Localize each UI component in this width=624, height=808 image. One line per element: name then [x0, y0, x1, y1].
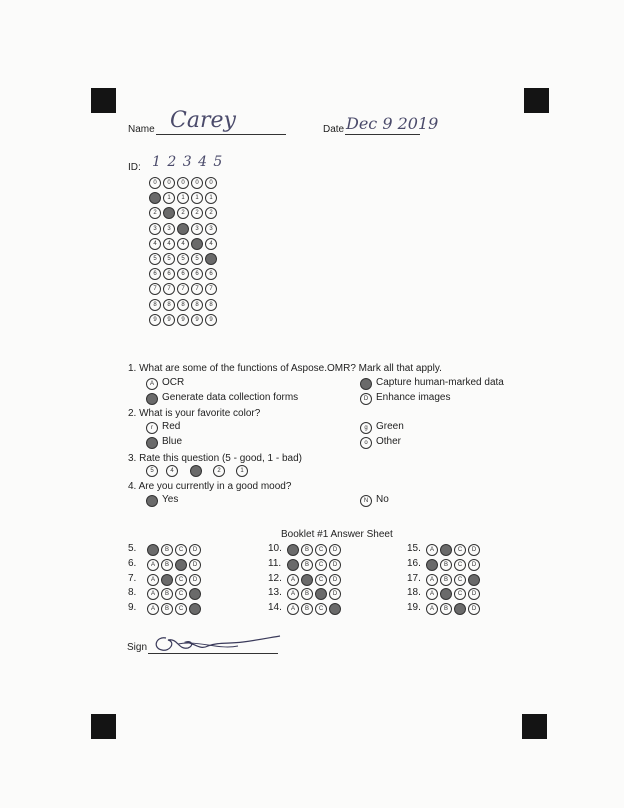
- id-bubble[interactable]: 8: [191, 299, 203, 311]
- id-bubble[interactable]: 5: [177, 253, 189, 265]
- id-bubble[interactable]: 9: [191, 314, 203, 326]
- answer-option-bubble[interactable]: 5: [146, 465, 158, 477]
- booklet-answer-bubble[interactable]: A: [147, 559, 159, 571]
- answer-option-label: Red: [162, 421, 181, 432]
- answer-option-label: Other: [376, 436, 402, 447]
- id-bubble[interactable]: 7: [191, 283, 203, 295]
- id-bubble[interactable]: 0: [205, 177, 217, 189]
- question-text: 1. What are some of the functions of Aspose.OMR? Mark all that apply.: [128, 363, 442, 374]
- booklet-answer-bubble[interactable]: D: [329, 559, 341, 571]
- id-bubble[interactable]: 1: [205, 192, 217, 204]
- id-bubble[interactable]: 4: [191, 238, 203, 250]
- answer-option-bubble[interactable]: A: [146, 378, 158, 390]
- booklet-answer-bubble[interactable]: A: [147, 574, 159, 586]
- booklet-answer-bubble[interactable]: A: [147, 588, 159, 600]
- booklet-answer-bubble[interactable]: C: [454, 603, 466, 615]
- signature-scribble: [148, 630, 283, 658]
- booklet-answer-bubble[interactable]: D: [189, 588, 201, 600]
- id-bubble[interactable]: 3: [191, 223, 203, 235]
- id-bubble[interactable]: 6: [149, 268, 161, 280]
- booklet-question-number: 15.: [407, 543, 421, 554]
- answer-option-bubble[interactable]: C: [360, 378, 372, 390]
- booklet-answer-bubble[interactable]: C: [175, 559, 187, 571]
- booklet-answer-bubble[interactable]: A: [426, 588, 438, 600]
- booklet-question-number: 18.: [407, 587, 421, 599]
- booklet-answer-bubble[interactable]: B: [161, 588, 173, 600]
- id-bubble[interactable]: 0: [149, 177, 161, 189]
- booklet-answer-bubble[interactable]: D: [329, 603, 341, 615]
- booklet-answer-bubble[interactable]: A: [287, 559, 299, 571]
- answer-option-bubble[interactable]: B: [146, 393, 158, 405]
- booklet-question-number: 17.: [407, 572, 421, 584]
- id-bubble[interactable]: 9: [149, 314, 161, 326]
- id-bubble[interactable]: 7: [149, 283, 161, 295]
- id-bubble[interactable]: 6: [191, 268, 203, 280]
- booklet-question-number: 19.: [407, 602, 421, 614]
- booklet-answer-bubble[interactable]: A: [426, 559, 438, 571]
- booklet-answer-bubble[interactable]: D: [189, 559, 201, 571]
- id-bubble[interactable]: 7: [163, 283, 175, 295]
- booklet-question-number: 11.: [268, 557, 282, 569]
- booklet-answer-bubble[interactable]: C: [315, 559, 327, 571]
- answer-option-bubble[interactable]: g: [360, 422, 372, 434]
- id-bubble[interactable]: 2: [163, 207, 175, 219]
- booklet-answer-bubble[interactable]: B: [301, 603, 313, 615]
- booklet-question-number: 10.: [268, 543, 282, 554]
- id-bubble[interactable]: 3: [163, 223, 175, 235]
- booklet-answer-bubble[interactable]: A: [426, 544, 438, 556]
- booklet-answer-bubble[interactable]: B: [301, 559, 313, 571]
- booklet-question-number: 7.: [128, 572, 137, 584]
- booklet-answer-bubble[interactable]: B: [161, 574, 173, 586]
- answer-option-bubble[interactable]: 1: [236, 465, 248, 477]
- booklet-answer-bubble[interactable]: D: [468, 603, 480, 615]
- booklet-answer-bubble[interactable]: B: [161, 603, 173, 615]
- id-bubble[interactable]: 3: [149, 223, 161, 235]
- booklet-question-number: 9.: [128, 602, 137, 614]
- id-bubble[interactable]: 5: [163, 253, 175, 265]
- id-bubble[interactable]: 6: [205, 268, 217, 280]
- booklet-answer-bubble[interactable]: A: [147, 544, 159, 556]
- id-bubble[interactable]: 3: [205, 223, 217, 235]
- answer-option-bubble[interactable]: D: [360, 393, 372, 405]
- id-bubble[interactable]: 4: [205, 238, 217, 250]
- id-bubble[interactable]: 5: [205, 253, 217, 265]
- answer-option-label: Yes: [162, 494, 179, 505]
- question-text: 2. What is your favorite color?: [128, 408, 261, 419]
- id-bubble[interactable]: 2: [205, 207, 217, 219]
- answer-option-label: Capture human-marked data: [376, 377, 504, 388]
- id-bubble[interactable]: 9: [205, 314, 217, 326]
- answer-option-label: Green: [376, 421, 404, 432]
- alignment-marker-top-left: [91, 88, 116, 113]
- id-bubble[interactable]: 5: [191, 253, 203, 265]
- id-bubble[interactable]: 7: [177, 283, 189, 295]
- answer-option-label: OCR: [162, 377, 185, 388]
- answer-option-bubble[interactable]: r: [146, 422, 158, 434]
- id-bubble[interactable]: 0: [191, 177, 203, 189]
- id-bubble[interactable]: 4: [149, 238, 161, 250]
- name-line: [156, 134, 286, 135]
- booklet-answer-bubble[interactable]: A: [287, 588, 299, 600]
- id-bubble[interactable]: 0: [177, 177, 189, 189]
- id-bubble[interactable]: 1: [163, 192, 175, 204]
- id-bubble[interactable]: 3: [177, 223, 189, 235]
- booklet-answer-bubble[interactable]: A: [147, 603, 159, 615]
- booklet-answer-bubble[interactable]: A: [287, 574, 299, 586]
- booklet-answer-bubble[interactable]: C: [175, 574, 187, 586]
- booklet-question-number: 5.: [128, 543, 137, 554]
- id-bubble[interactable]: 2: [191, 207, 203, 219]
- booklet-answer-bubble[interactable]: C: [315, 544, 327, 556]
- booklet-answer-bubble[interactable]: D: [329, 544, 341, 556]
- id-bubble[interactable]: 8: [163, 299, 175, 311]
- answer-option-bubble[interactable]: 4: [166, 465, 178, 477]
- answer-option-label: Generate data collection forms: [162, 392, 299, 403]
- booklet-answer-bubble[interactable]: C: [454, 559, 466, 571]
- answer-option-bubble[interactable]: 3: [190, 465, 202, 477]
- id-bubble[interactable]: 4: [163, 238, 175, 250]
- booklet-answer-bubble[interactable]: B: [440, 574, 452, 586]
- booklet-answer-bubble[interactable]: A: [287, 544, 299, 556]
- id-bubble[interactable]: 7: [205, 283, 217, 295]
- booklet-answer-bubble[interactable]: C: [454, 544, 466, 556]
- booklet-answer-bubble[interactable]: C: [315, 603, 327, 615]
- booklet-question-number: 14.: [268, 602, 282, 614]
- id-bubble[interactable]: 0: [163, 177, 175, 189]
- booklet-answer-bubble[interactable]: D: [468, 588, 480, 600]
- booklet-question-number: 12.: [268, 572, 282, 584]
- booklet-question-number: 16.: [407, 557, 421, 569]
- booklet-answer-bubble[interactable]: C: [175, 603, 187, 615]
- id-bubble[interactable]: 6: [177, 268, 189, 280]
- id-bubble[interactable]: 1: [149, 192, 161, 204]
- booklet-answer-bubble[interactable]: A: [426, 603, 438, 615]
- name-value[interactable]: Carey: [170, 108, 236, 133]
- alignment-marker-bottom-left: [91, 714, 116, 739]
- id-handwritten[interactable]: 1 2 3 4 5: [152, 154, 224, 170]
- booklet-answer-bubble[interactable]: B: [301, 588, 313, 600]
- booklet-answer-bubble[interactable]: D: [189, 603, 201, 615]
- booklet-answer-bubble[interactable]: A: [426, 574, 438, 586]
- booklet-answer-bubble[interactable]: D: [468, 574, 480, 586]
- question-text: 3. Rate this question (5 - good, 1 - bad): [128, 453, 302, 464]
- id-bubble[interactable]: 2: [149, 207, 161, 219]
- booklet-answer-bubble[interactable]: B: [161, 559, 173, 571]
- booklet-answer-bubble[interactable]: B: [440, 588, 452, 600]
- id-bubble[interactable]: 2: [177, 207, 189, 219]
- date-label: Date: [323, 124, 345, 135]
- alignment-marker-top-right: [524, 88, 549, 113]
- alignment-marker-bottom-right: [522, 714, 547, 739]
- id-bubble[interactable]: 4: [177, 238, 189, 250]
- id-bubble[interactable]: 8: [149, 299, 161, 311]
- booklet-answer-bubble[interactable]: B: [161, 544, 173, 556]
- answer-option-label: No: [376, 494, 389, 505]
- booklet-answer-bubble[interactable]: C: [175, 588, 187, 600]
- booklet-answer-bubble[interactable]: C: [454, 574, 466, 586]
- booklet-answer-bubble[interactable]: A: [287, 603, 299, 615]
- name-label: Name: [128, 124, 155, 135]
- answer-option-bubble[interactable]: 2: [213, 465, 225, 477]
- booklet-answer-bubble[interactable]: B: [440, 603, 452, 615]
- id-bubble[interactable]: 1: [177, 192, 189, 204]
- id-bubble[interactable]: 8: [177, 299, 189, 311]
- id-bubble[interactable]: 6: [163, 268, 175, 280]
- id-bubble[interactable]: 9: [163, 314, 175, 326]
- answer-option-label: Enhance images: [376, 392, 451, 403]
- answer-option-label: Blue: [162, 436, 183, 447]
- booklet-answer-bubble[interactable]: D: [329, 574, 341, 586]
- id-bubble[interactable]: 1: [191, 192, 203, 204]
- booklet-question-number: 8.: [128, 587, 137, 599]
- answer-option-bubble[interactable]: Y: [146, 495, 158, 507]
- date-value[interactable]: Dec 9 2019: [346, 114, 439, 133]
- booklet-answer-bubble[interactable]: C: [454, 588, 466, 600]
- booklet-answer-bubble[interactable]: D: [468, 559, 480, 571]
- booklet-answer-bubble[interactable]: C: [315, 588, 327, 600]
- booklet-answer-bubble[interactable]: C: [175, 544, 187, 556]
- booklet-answer-bubble[interactable]: B: [301, 544, 313, 556]
- id-bubble[interactable]: 9: [177, 314, 189, 326]
- booklet-question-number: 13.: [268, 587, 282, 599]
- booklet-title: Booklet #1 Answer Sheet: [281, 529, 393, 540]
- id-bubble[interactable]: 8: [205, 299, 217, 311]
- booklet-answer-bubble[interactable]: B: [440, 544, 452, 556]
- booklet-answer-bubble[interactable]: C: [315, 574, 327, 586]
- answer-option-bubble[interactable]: o: [360, 437, 372, 449]
- sign-label: Sign: [127, 642, 148, 653]
- booklet-answer-bubble[interactable]: B: [301, 574, 313, 586]
- booklet-answer-bubble[interactable]: D: [189, 544, 201, 556]
- booklet-answer-bubble[interactable]: D: [468, 544, 480, 556]
- date-line: [345, 134, 420, 135]
- answer-option-bubble[interactable]: N: [360, 495, 372, 507]
- question-text: 4. Are you currently in a good mood?: [128, 481, 292, 492]
- booklet-question-number: 6.: [128, 557, 137, 569]
- booklet-answer-bubble[interactable]: D: [329, 588, 341, 600]
- id-label: ID:: [128, 162, 141, 173]
- booklet-answer-bubble[interactable]: D: [189, 574, 201, 586]
- booklet-answer-bubble[interactable]: B: [440, 559, 452, 571]
- answer-option-bubble[interactable]: b: [146, 437, 158, 449]
- id-bubble[interactable]: 5: [149, 253, 161, 265]
